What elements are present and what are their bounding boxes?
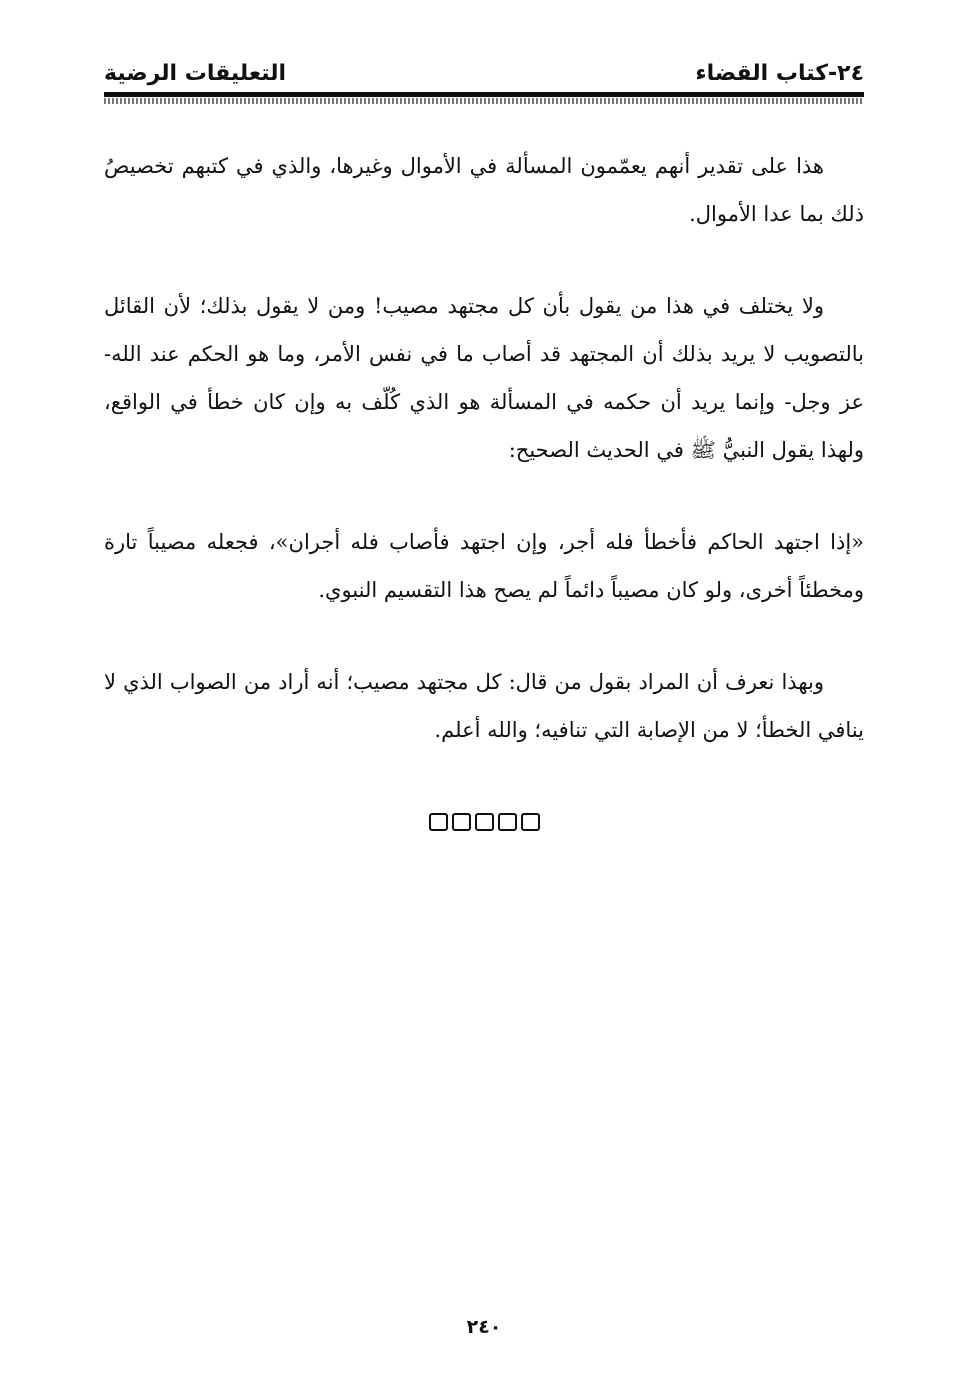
- paragraph-3-hadith: «إذا اجتهد الحاكم فأخطأ فله أجر، وإن اجتهد فأصاب فله أجران»، فجعله مصيباً تارة ومخطئاً أخرى، ولو كان مصيباً دائماً لم يصح هذا التقسيم النبوي.: [104, 530, 864, 602]
- book-title: التعليقات الرضية: [104, 61, 287, 86]
- page-number: ٢٤٠: [466, 1316, 502, 1338]
- chapter-title: ٢٤-كتاب القضاء: [695, 61, 864, 86]
- separator-box-icon: [452, 813, 471, 831]
- header-rule-dotted: [104, 98, 864, 104]
- body-text: [104, 142, 864, 798]
- section-separator: [0, 813, 968, 831]
- separator-box-icon: [475, 813, 494, 831]
- separator-box-icon: [429, 813, 448, 831]
- paragraph-2: ولا يختلف في هذا من يقول بأن كل مجتهد مصيب! ومن لا يقول بذلك؛ لأن القائل بالتصويب لا يريد بذلك أن المجتهد قد أصاب ما في نفس الأمر، وما هو الحكم عند الله- عز وجل- وإنما يريد أن حكمه في المسألة هو الذي كُلّف به وإن كان خطأ في الواقع، ولهذا يقول النبيُّ ﷺ في الحديث الصحيح:: [104, 294, 864, 462]
- separator-box-icon: [498, 813, 517, 831]
- running-header: [104, 58, 864, 90]
- paragraph-4: وبهذا نعرف أن المراد بقول من قال: كل مجتهد مصيب؛ أنه أراد من الصواب الذي لا ينافي الخطأ؛ لا من الإصابة التي تنافيه؛ والله أعلم.: [104, 670, 864, 742]
- separator-box-icon: [521, 813, 540, 831]
- paragraph-1: هذا على تقدير أنهم يعمّمون المسألة في الأموال وغيرها، والذي في كتبهم تخصيصُ ذلك بما عدا الأموال.: [104, 154, 864, 226]
- header-rule: [104, 92, 864, 97]
